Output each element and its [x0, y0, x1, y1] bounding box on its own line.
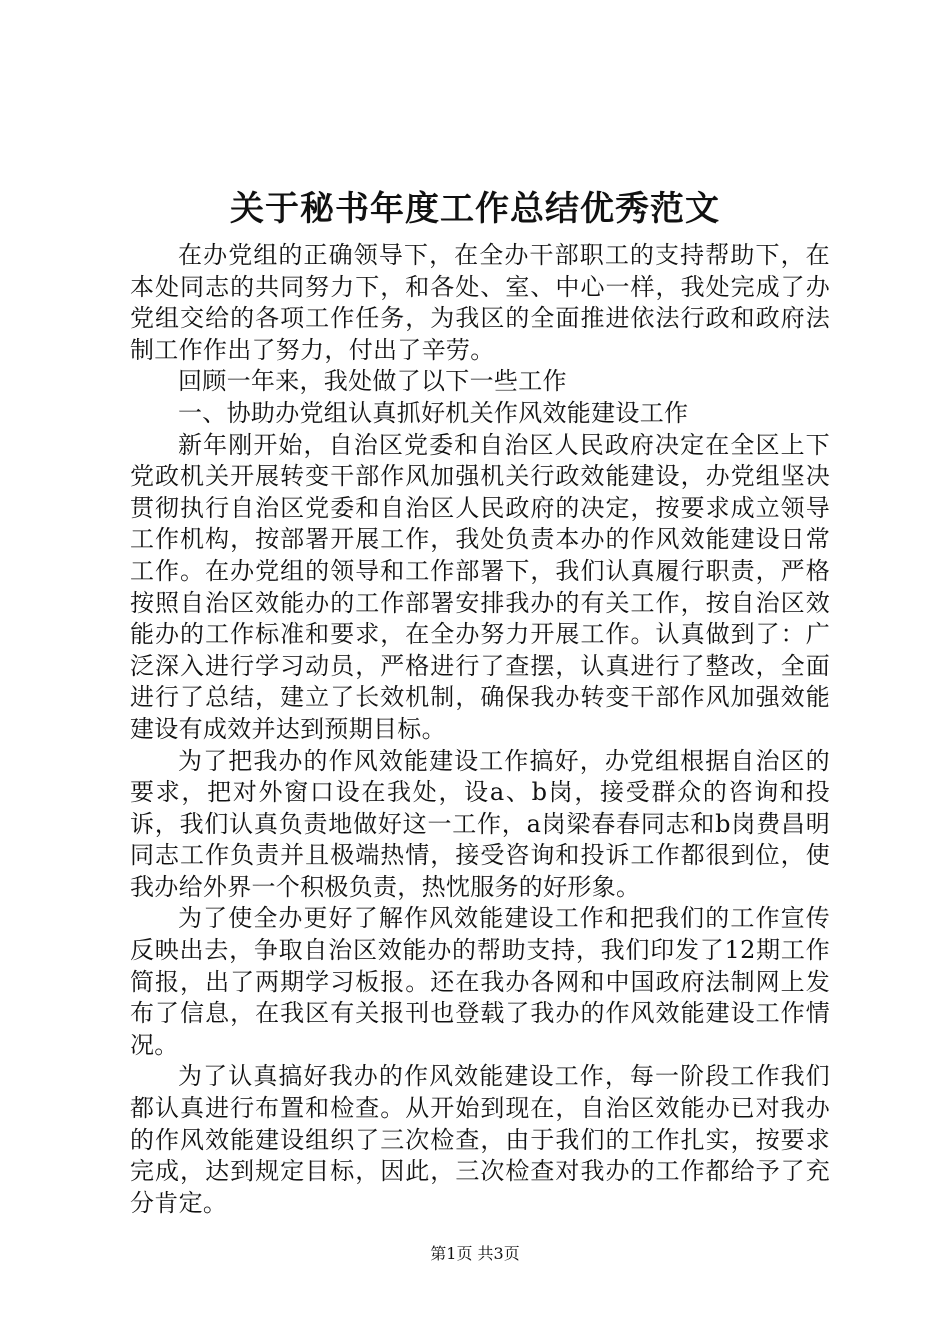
document-title: 关于秘书年度工作总结优秀范文 [230, 189, 720, 229]
paragraph-intro: 在办党组的正确领导下，在全办干部职工的支持帮助下，在本处同志的共同努力下，和各处、室、中心一样，我处完成了办党组交给的各项工作任务，为我区的全面推进依法行政和政府法制工作作出了努力，付出了辛劳。 [130, 241, 830, 364]
paragraph-service-window: 为了把我办的作风效能建设工作搞好，办党组根据自治区的要求，把对外窗口设在我处，设a、b岗，接受群众的咨询和投诉，我们认真负责地做好这一工作，a岗梁春春同志和b岗费昌明同志工作负责并且极端热情，接受咨询和投诉工作都很到位，使我办给外界一个积极负责，热忱服务的好形象。 [130, 746, 830, 901]
paragraph-publicity: 为了使全办更好了解作风效能建设工作和把我们的工作宣传反映出去，争取自治区效能办的帮助支持，我们印发了12期工作简报，出了两期学习板报。还在我办各网和中国政府法制网上发布了信息，在我区有关报刊也登载了我办的作风效能建设工作情况。 [130, 904, 830, 1059]
document-body [130, 240, 830, 1219]
section-heading-1: 一、协助办党组认真抓好机关作风效能建设工作 [178, 398, 689, 427]
paragraph-efficiency-construction: 新年刚开始，自治区党委和自治区人民政府决定在全区上下党政机关开展转变干部作风加强机关行政效能建设，办党组坚决贯彻执行自治区党委和自治区人民政府的决定，按要求成立领导工作机构，按部署开展工作，我处负责本办的作风效能建设日常工作。在办党组的领导和工作部署下，我们认真履行职责，严格按照自治区效能办的工作部署安排我办的有关工作，按自治区效能办的工作标准和要求，在全办努力开展工作。认真做到了：广泛深入进行学习动员，严格进行了查摆，认真进行了整改，全面进行了总结，建立了长效机制，确保我办转变干部作风加强效能建设有成效并达到预期目标。 [130, 430, 830, 743]
paragraph-review: 回顾一年来，我处做了以下一些工作 [178, 367, 567, 396]
page-number-footer: 第1页 共3页 [430, 1244, 520, 1263]
paragraph-inspection: 为了认真搞好我办的作风效能建设工作，每一阶段工作我们都认真进行布置和检查。从开始到现在，自治区效能办已对我办的作风效能建设组织了三次检查，由于我们的工作扎实，按要求完成，达到规定目标，因此，三次检查对我办的工作都给予了充分肯定。 [130, 1062, 830, 1217]
